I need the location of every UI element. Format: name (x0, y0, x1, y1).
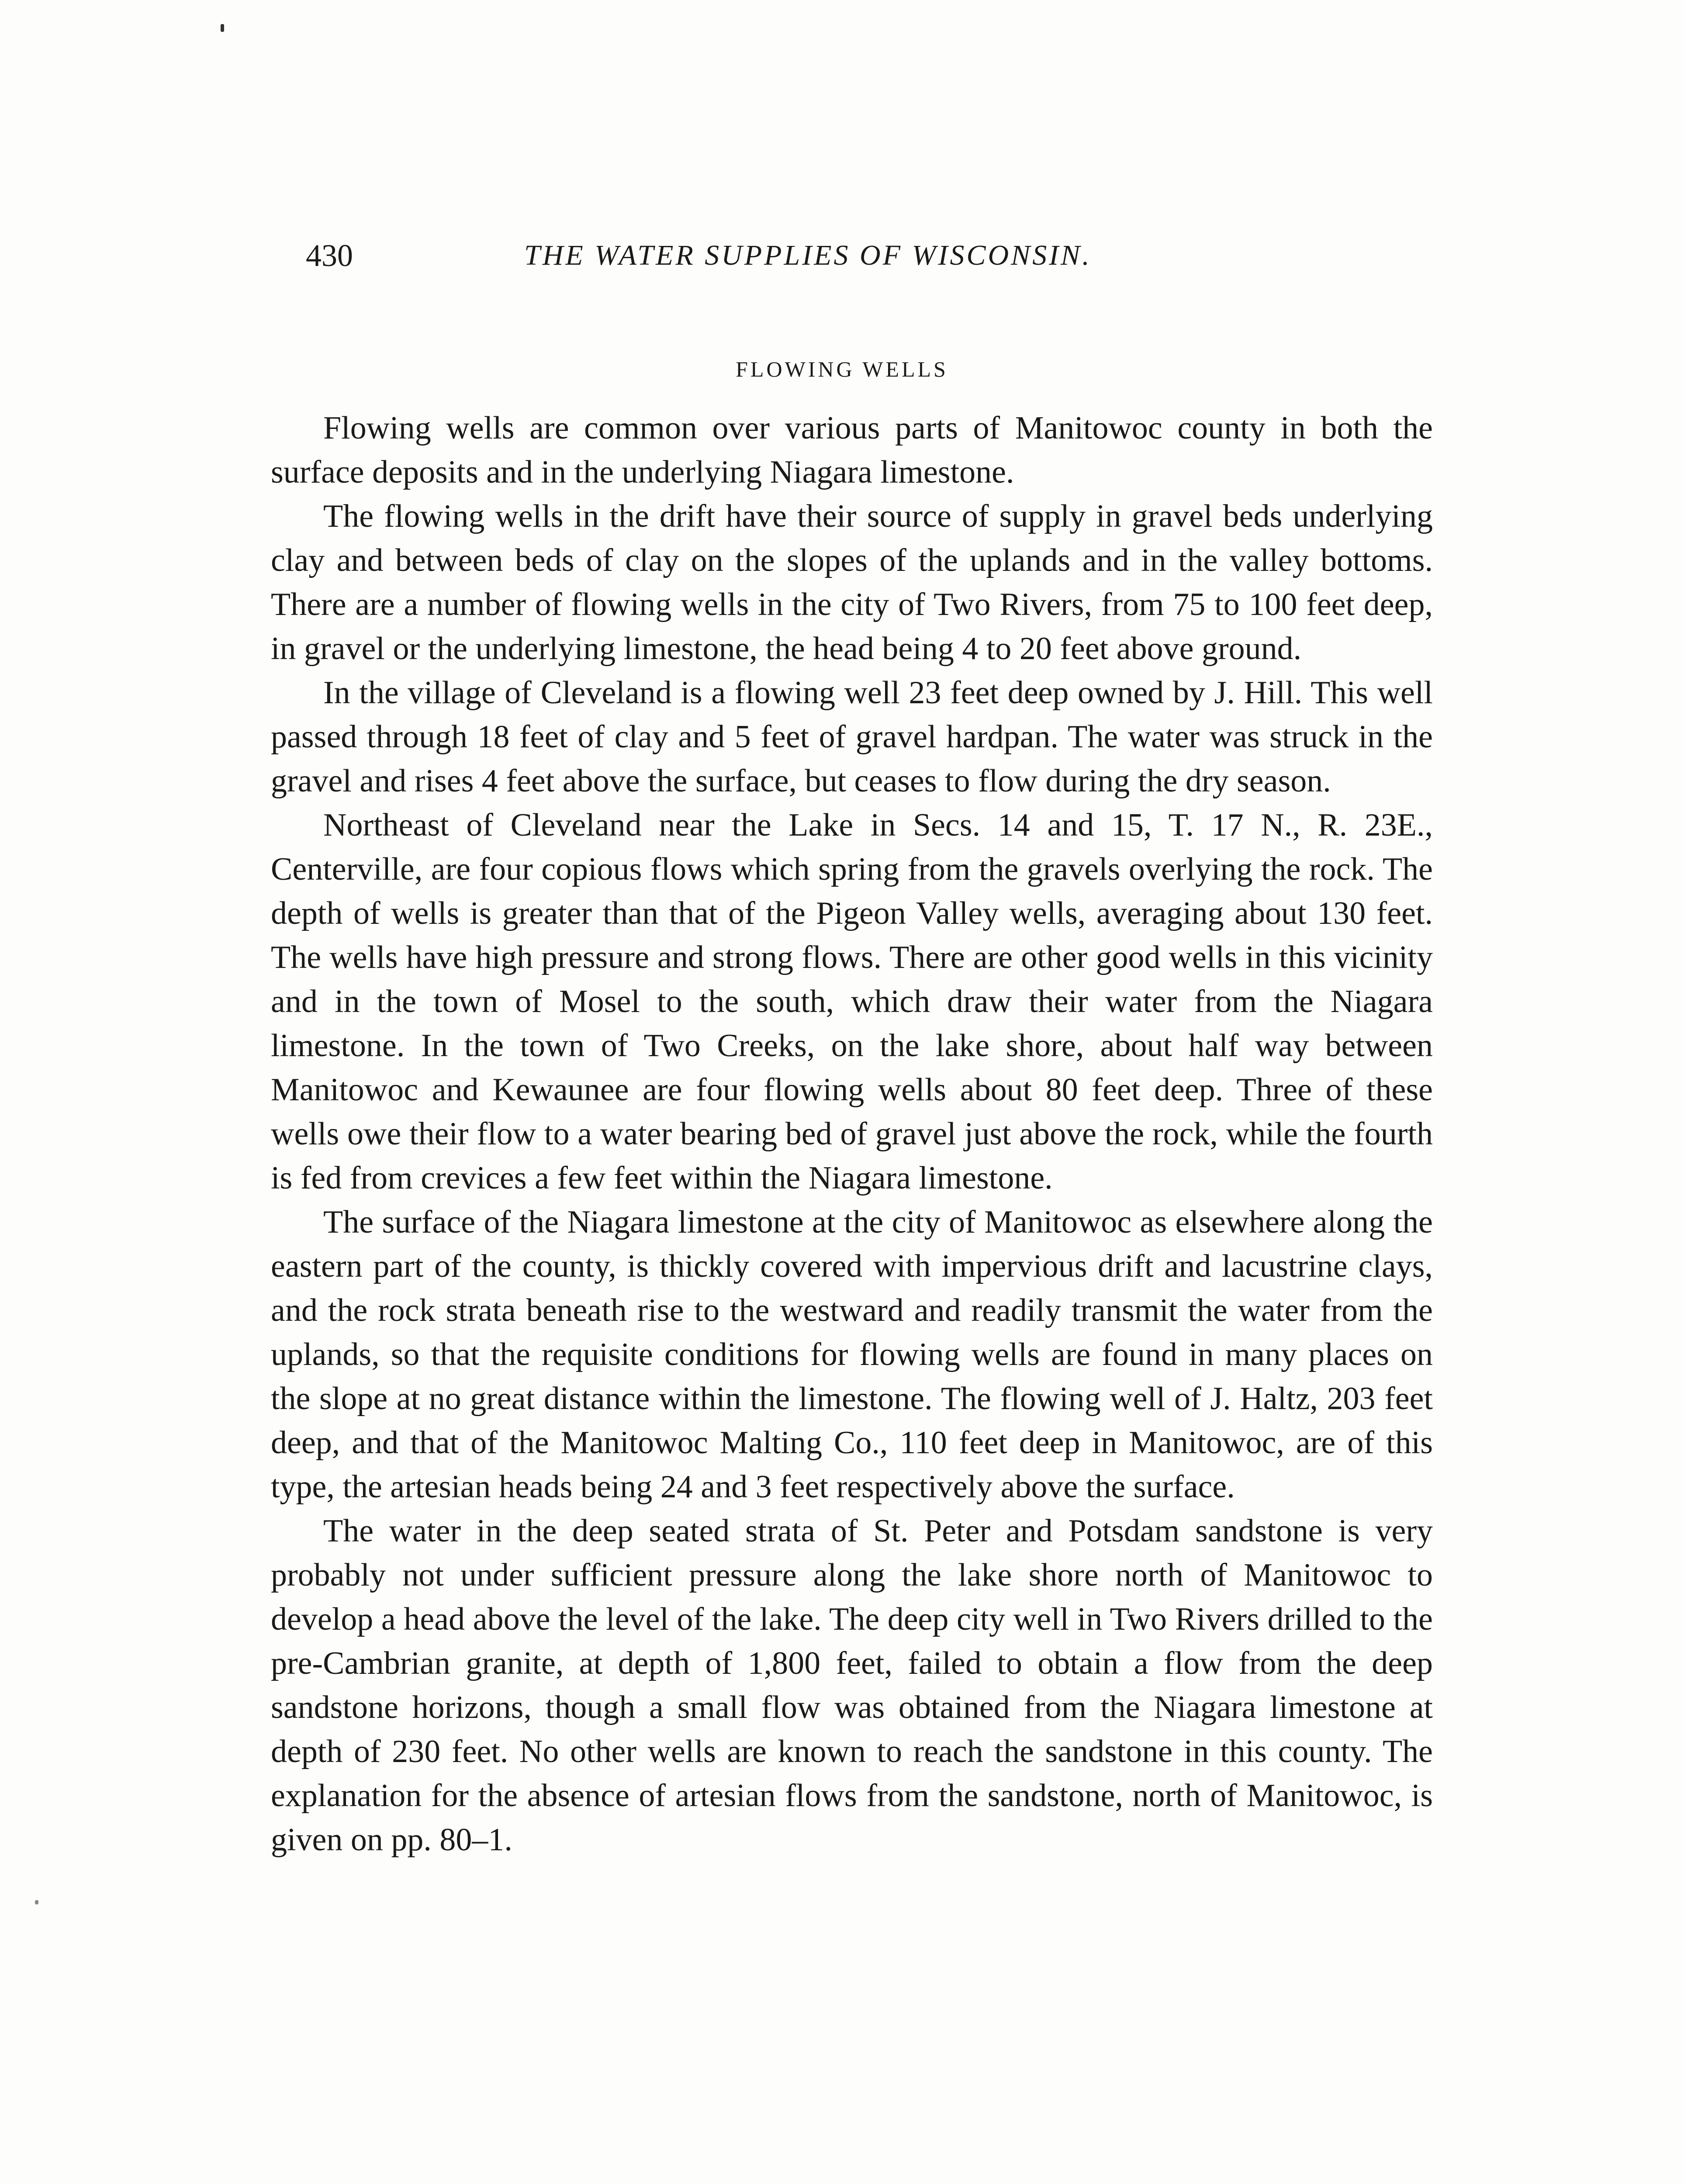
scan-speck (35, 1900, 38, 1904)
running-title: THE WATER SUPPLIES OF WISCONSIN. (524, 239, 1092, 271)
paragraph: Northeast of Cleveland near the Lake in Secs. 14 and 15, T. 17 N., R. 23E., Centerville, are four copious flows which spring from the gravels overlying the rock. The depth of wells is greater than that of the Pigeon Valley wells, averaging about 130 feet. The wells have high pressure and strong flows. There are other good wells in this vicinity and in the town of Mosel to the south, which draw their water from the Niagara limestone. In the town of Two Creeks, on the lake shore, about half way between Manitowoc and Kewaunee are four flowing wells about 80 feet deep. Three of these wells owe their flow to a water bearing bed of gravel just above the rock, while the fourth is fed from crevices a few feet within the Niagara limestone. (271, 807, 1433, 1196)
paragraph: Flowing wells are common over various parts of Manitowoc county in both the surface deposits and in the underlying Niagara limestone. (271, 410, 1433, 490)
paragraph: The water in the deep seated strata of St. Peter and Potsdam sandstone is very probably not under sufficient pressure along the lake shore north of Manitowoc to develop a head above the level of the lake. The deep city well in Two Rivers drilled to the pre-Cambrian granite, at depth of 1,800 feet, failed to obtain a flow from the deep sandstone horizons, though a small flow was obtained from the Niagara limestone at depth of 230 feet. No other wells are known to reach the sandstone in this county. The explanation for the absence of artesian flows from the sandstone, north of Manitowoc, is given on pp. 80–1. (271, 1513, 1433, 1858)
paragraph: In the village of Cleveland is a flowing well 23 feet deep owned by J. Hill. This well passed through 18 feet of clay and 5 feet of gravel hardpan. The water was struck in the gravel and rises 4 feet above the surface, but ceases to flow during the dry season. (271, 675, 1433, 799)
page-number: 430 (306, 238, 353, 273)
paragraph: The flowing wells in the drift have their source of supply in gravel beds underlying clay and between beds of clay on the slopes of the uplands and in the valley bottoms. There are a number of flowing wells in the city of Two Rivers, from 75 to 100 feet deep, in gravel or the underlying limestone, the head being 4 to 20 feet above ground. (271, 498, 1433, 667)
scan-speck (221, 24, 224, 32)
body-text (271, 406, 1433, 1862)
running-head (306, 232, 1463, 280)
section-heading: FLOWING WELLS (736, 357, 948, 381)
paragraph: The surface of the Niagara limestone at the city of Manitowoc as elsewhere along the eastern part of the county, is thickly covered with impervious drift and lacustrine clays, and the rock strata beneath rise to the westward and readily transmit the water from the uplands, so that the requisite conditions for flowing wells are found in many places on the slope at no great distance within the limestone. The flowing well of J. Haltz, 203 feet deep, and that of the Manitowoc Malting Co., 110 feet deep in Manitowoc, are of this type, the artesian heads being 24 and 3 feet respectively above the surface. (271, 1204, 1433, 1505)
